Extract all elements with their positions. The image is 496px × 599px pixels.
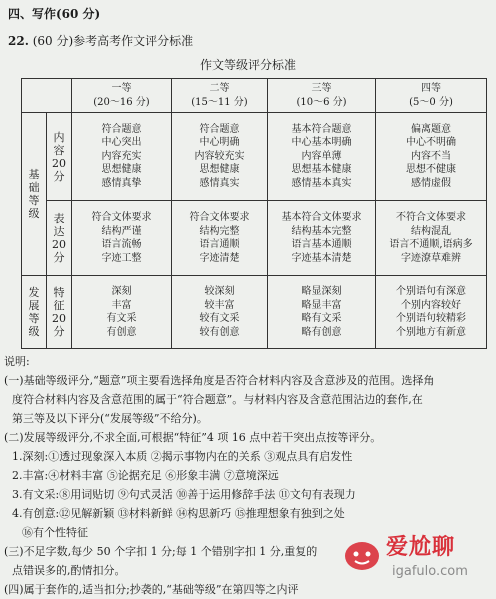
question-line (8, 32, 193, 49)
grading-table (21, 78, 487, 349)
note-line: 2.丰富:④材料丰富 ⑤论据充足 ⑥形象丰满 ⑦意境深远 (12, 469, 279, 482)
note-line: 度符合材料内容及含意范围的属于“符合题意”。与材料内容及含意范围沾边的套作,在 (12, 393, 423, 406)
vertical-label-char: 容 (53, 143, 65, 157)
vertical-label-char: 征 (53, 299, 65, 312)
cell-line: 中心突出 (101, 137, 142, 149)
cell-line: 符合文体要求 (91, 212, 152, 223)
expression-cell-grade-1 (72, 201, 172, 276)
cell-line: 较有创意 (199, 326, 240, 338)
cell-line: 略有文采 (301, 313, 342, 324)
cell-line: 语言通顺 (199, 239, 240, 250)
content-row (22, 113, 487, 201)
grade-header-1: 一等 (20～16 分) (72, 79, 172, 113)
vertical-label-char: 基 (28, 168, 40, 181)
vertical-label-char: 分 (53, 325, 65, 338)
cell-line: 符合文体要求 (189, 212, 250, 223)
cell-line: 感情真挚 (101, 177, 142, 189)
cell-line: 字迹基本清楚 (291, 252, 352, 264)
vertical-label-char: 级 (28, 207, 40, 220)
vertical-label-char: 特 (53, 286, 65, 299)
cell-line: 思想健康 (199, 164, 240, 176)
cell-line: 结构基本完整 (291, 225, 352, 237)
note-line: 第三等及以下评分(“发展等级”不给分)。 (12, 412, 208, 425)
note-line: 4.有创意:⑫见解新颖 ⑬材料新鲜 ⑭构思新巧 ⑮推理想象有独到之处 (12, 507, 345, 520)
cell-line: 语言流畅 (101, 239, 142, 250)
cell-line: 较有文采 (199, 313, 240, 324)
vertical-label-char: 20 (52, 312, 66, 325)
expression-label (47, 201, 72, 276)
cell-line: 内容不当 (411, 150, 451, 162)
cell-line: 字迹清楚 (199, 252, 240, 264)
content-cell-grade-3 (268, 113, 376, 201)
cell-line: 中心明确 (199, 137, 240, 149)
cell-line: 个别地方有新意 (396, 326, 466, 338)
cell-line: 思想不健康 (406, 164, 456, 176)
cell-line: 内容充实 (101, 150, 142, 162)
expression-cell-grade-2 (172, 201, 268, 276)
table-title: 作文等级评分标准 (199, 58, 296, 72)
cell-line: 较深刻 (204, 286, 235, 297)
corner-cell (22, 79, 72, 113)
grade-header-4: 四等 (5～0 分) (376, 79, 487, 113)
cell-line: 思想健康 (101, 164, 142, 176)
watermark-url: igafulo.com (392, 564, 468, 579)
note-line: (一)基础等级评分,“题意”项主要看选择角度是否符合材料内容及含意涉及的范围。选择角 (4, 374, 435, 387)
cell-line: 结构完整 (199, 225, 240, 237)
note-line: (二)发展等级评分,不求全面,可根据“特征”4 项 16 点中若干突出点按等评分。 (4, 431, 382, 444)
cell-line: 内容较充实 (194, 150, 245, 162)
vertical-label-char: 础 (28, 181, 40, 194)
expression-cell-grade-3 (268, 201, 376, 276)
vertical-label-char: 级 (28, 325, 40, 338)
cell-line: 思想基本健康 (291, 164, 352, 176)
vertical-label-char: 表 (53, 212, 65, 225)
cell-line: 较丰富 (204, 299, 235, 311)
notes-heading: 说明: (4, 355, 30, 368)
cell-line: 感情虚假 (411, 177, 451, 189)
grade-header-2: 二等 (15～11 分) (172, 79, 268, 113)
cell-line: 符合题意 (101, 123, 142, 135)
note-line: 点错误多的,酌情扣分。 (12, 564, 126, 577)
development-level-label (22, 276, 47, 349)
note-line: (四)属于套作的,适当扣分;抄袭的,“基础等级”在第四等之内评 (4, 583, 299, 596)
vertical-label-char: 20 (52, 156, 66, 170)
cell-line: 中心不明确 (406, 137, 456, 149)
grade-header-row (22, 79, 487, 113)
section-heading: 四、写作(60 分) (8, 7, 101, 21)
cell-line: 结构混乱 (411, 225, 451, 237)
cell-line: 个别内容较好 (401, 299, 461, 311)
expression-cell-grade-4 (376, 201, 487, 276)
watermark-logo-icon (342, 534, 382, 574)
cell-line: 略显深刻 (301, 286, 342, 297)
vertical-label-char: 分 (53, 169, 65, 183)
question-text: (60 分)参考高考作文评分标准 (32, 34, 194, 48)
cell-line: 基本符合题意 (291, 123, 352, 135)
feature-row (22, 276, 487, 349)
note-line: (三)不足字数,每少 50 个字扣 1 分;每 1 个错别字扣 1 分,重复的 (4, 545, 318, 558)
cell-line: 中心基本明确 (291, 137, 352, 149)
basic-level-label (22, 113, 47, 276)
cell-line: 结构严谨 (101, 225, 142, 237)
cell-line: 符合题意 (199, 123, 240, 135)
vertical-label-char: 分 (53, 251, 65, 264)
cell-line: 丰富 (111, 299, 132, 311)
cell-line: 有文采 (106, 313, 137, 324)
grade-header-3: 三等 (10～6 分) (268, 79, 376, 113)
cell-line: 个别语句有深意 (396, 286, 466, 297)
cell-line: 字迹工整 (101, 252, 142, 264)
cell-line: 感情基本真实 (291, 177, 352, 189)
feature-label (47, 276, 72, 349)
cell-line: 个别语句较精彩 (396, 313, 466, 324)
vertical-label-char: 等 (28, 194, 40, 207)
content-cell-grade-1 (72, 113, 172, 201)
cell-line: 内容单薄 (301, 150, 342, 162)
feature-cell-grade-2 (172, 276, 268, 349)
watermark-brand: 爱尬聊 (386, 535, 456, 560)
watermark (338, 528, 488, 588)
cell-line: 偏离题意 (411, 123, 451, 135)
vertical-label-char: 20 (52, 238, 66, 251)
feature-cell-grade-4 (376, 276, 487, 349)
note-line: ⑯有个性特征 (22, 526, 88, 539)
cell-line: 感情真实 (199, 177, 240, 189)
cell-line: 语言不通顺,语病多 (389, 239, 473, 250)
feature-cell-grade-1 (72, 276, 172, 349)
cell-line: 略显丰富 (301, 299, 342, 311)
feature-cell-grade-3 (268, 276, 376, 349)
vertical-label-char: 达 (53, 225, 65, 238)
expression-row (22, 201, 487, 276)
cell-line: 不符合文体要求 (396, 212, 466, 223)
vertical-label-char: 发 (28, 286, 40, 299)
vertical-label-char: 展 (28, 299, 40, 312)
note-line: 1.深刻:①透过现象深入本质 ②揭示事物内在的关系 ③观点具有启发性 (12, 450, 353, 463)
cell-line: 语言基本通顺 (291, 239, 352, 250)
content-label (47, 113, 72, 201)
content-cell-grade-2 (172, 113, 268, 201)
content-cell-grade-4 (376, 113, 487, 201)
cell-line: 略有创意 (301, 326, 342, 338)
cell-line: 深刻 (111, 286, 132, 297)
vertical-label-char: 等 (28, 312, 40, 325)
vertical-label-char: 内 (53, 130, 65, 144)
cell-line: 基本符合文体要求 (281, 212, 362, 223)
cell-line: 有创意 (106, 326, 137, 338)
note-line: 3.有文采:⑧用词贴切 ⑨句式灵活 ⑩善于运用修辞手法 ⑪文句有表现力 (12, 488, 356, 501)
question-number: 22. (8, 34, 29, 48)
cell-line: 字迹潦草难辨 (401, 252, 461, 264)
